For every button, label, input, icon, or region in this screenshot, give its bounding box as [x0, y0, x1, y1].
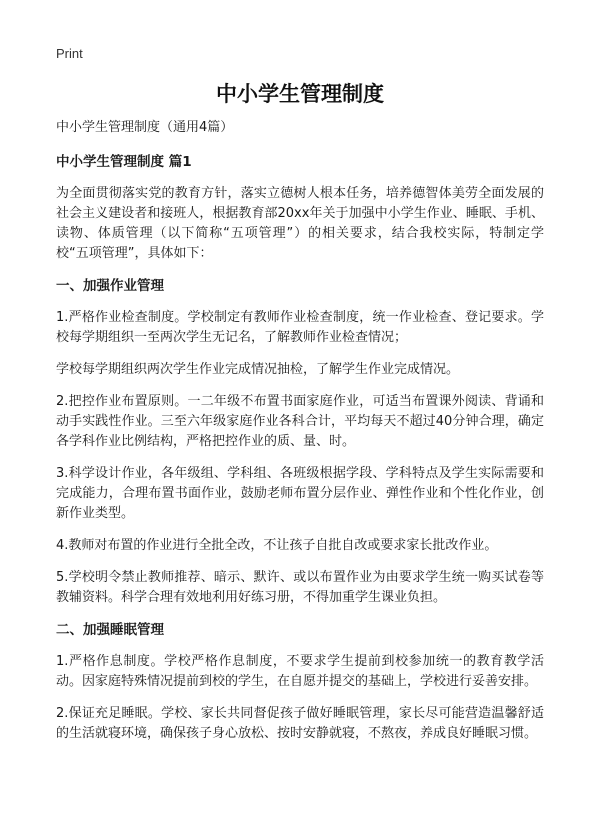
document-body — [56, 118, 544, 756]
section2-heading: 二、加强睡眠管理 — [56, 622, 164, 638]
section1-paragraph: 1.严格作业检查制度。学校制定有教师作业检查制度，统一作业检查、登记要求。学校每学期组织一至两次学生无记名，了解教师作业检查情况； — [56, 310, 544, 345]
section1-paragraph: 2.把控作业布置原则。一二年级不布置书面家庭作业，可适当布置课外阅读、背诵和动手实践性作业。三至六年级家庭作业各科合计，平均每天不超过40分钟合理，确定各学科作业比例结构，严格把控作业的质、量、时。 — [56, 394, 544, 449]
document-title: 中小学生管理制度 — [216, 82, 384, 106]
intro-paragraph: 为全面贯彻落实党的教育方针，落实立德树人根本任务，培养德智体美劳全面发展的社会主义建设者和接班人，根据教育部20xx年关于加强中小学生作业、睡眠、手机、读物、体质管理（以下简称“五项管理”）的相关要求，结合我校实际，特制定学校“五项管理”，具体如下： — [56, 186, 544, 261]
section2-paragraph: 2.保证充足睡眠。学校、家长共同督促孩子做好睡眠管理，家长尽可能营造温馨舒适的生活就寝环境，确保孩子身心放松、按时安静就寝，不熬夜，养成良好睡眠习惯。 — [56, 706, 544, 741]
section1-paragraph: 学校每学期组织两次学生作业完成情况抽检，了解学生作业完成情况。 — [56, 362, 460, 377]
document-subtitle: 中小学生管理制度（通用4篇） — [56, 120, 234, 135]
section1-paragraph: 5.学校明令禁止教师推荐、暗示、默许、或以布置作业为由要求学生统一购买试卷等教辅资料。科学合理有效地利用好练习册，不得加重学生课业负担。 — [56, 570, 544, 605]
part1-heading: 中小学生管理制度 篇1 — [56, 154, 192, 170]
section1-heading: 一、加强作业管理 — [56, 278, 164, 294]
print-link[interactable]: Print — [56, 46, 83, 61]
section1-paragraph: 3.科学设计作业，各年级组、学科组、各班级根据学段、学科特点及学生实际需要和完成能力，合理布置书面作业，鼓励老师布置分层作业、弹性作业和个性化作业，创新作业类型。 — [56, 466, 544, 521]
section2-paragraph: 1.严格作息制度。学校严格作息制度，不要求学生提前到校参加统一的教育教学活动。因家庭特殊情况提前到校的学生，在自愿并提交的基础上，学校进行妥善安排。 — [56, 654, 544, 689]
section1-paragraph: 4.教师对布置的作业进行全批全改，不让孩子自批自改或要求家长批改作业。 — [56, 538, 498, 553]
